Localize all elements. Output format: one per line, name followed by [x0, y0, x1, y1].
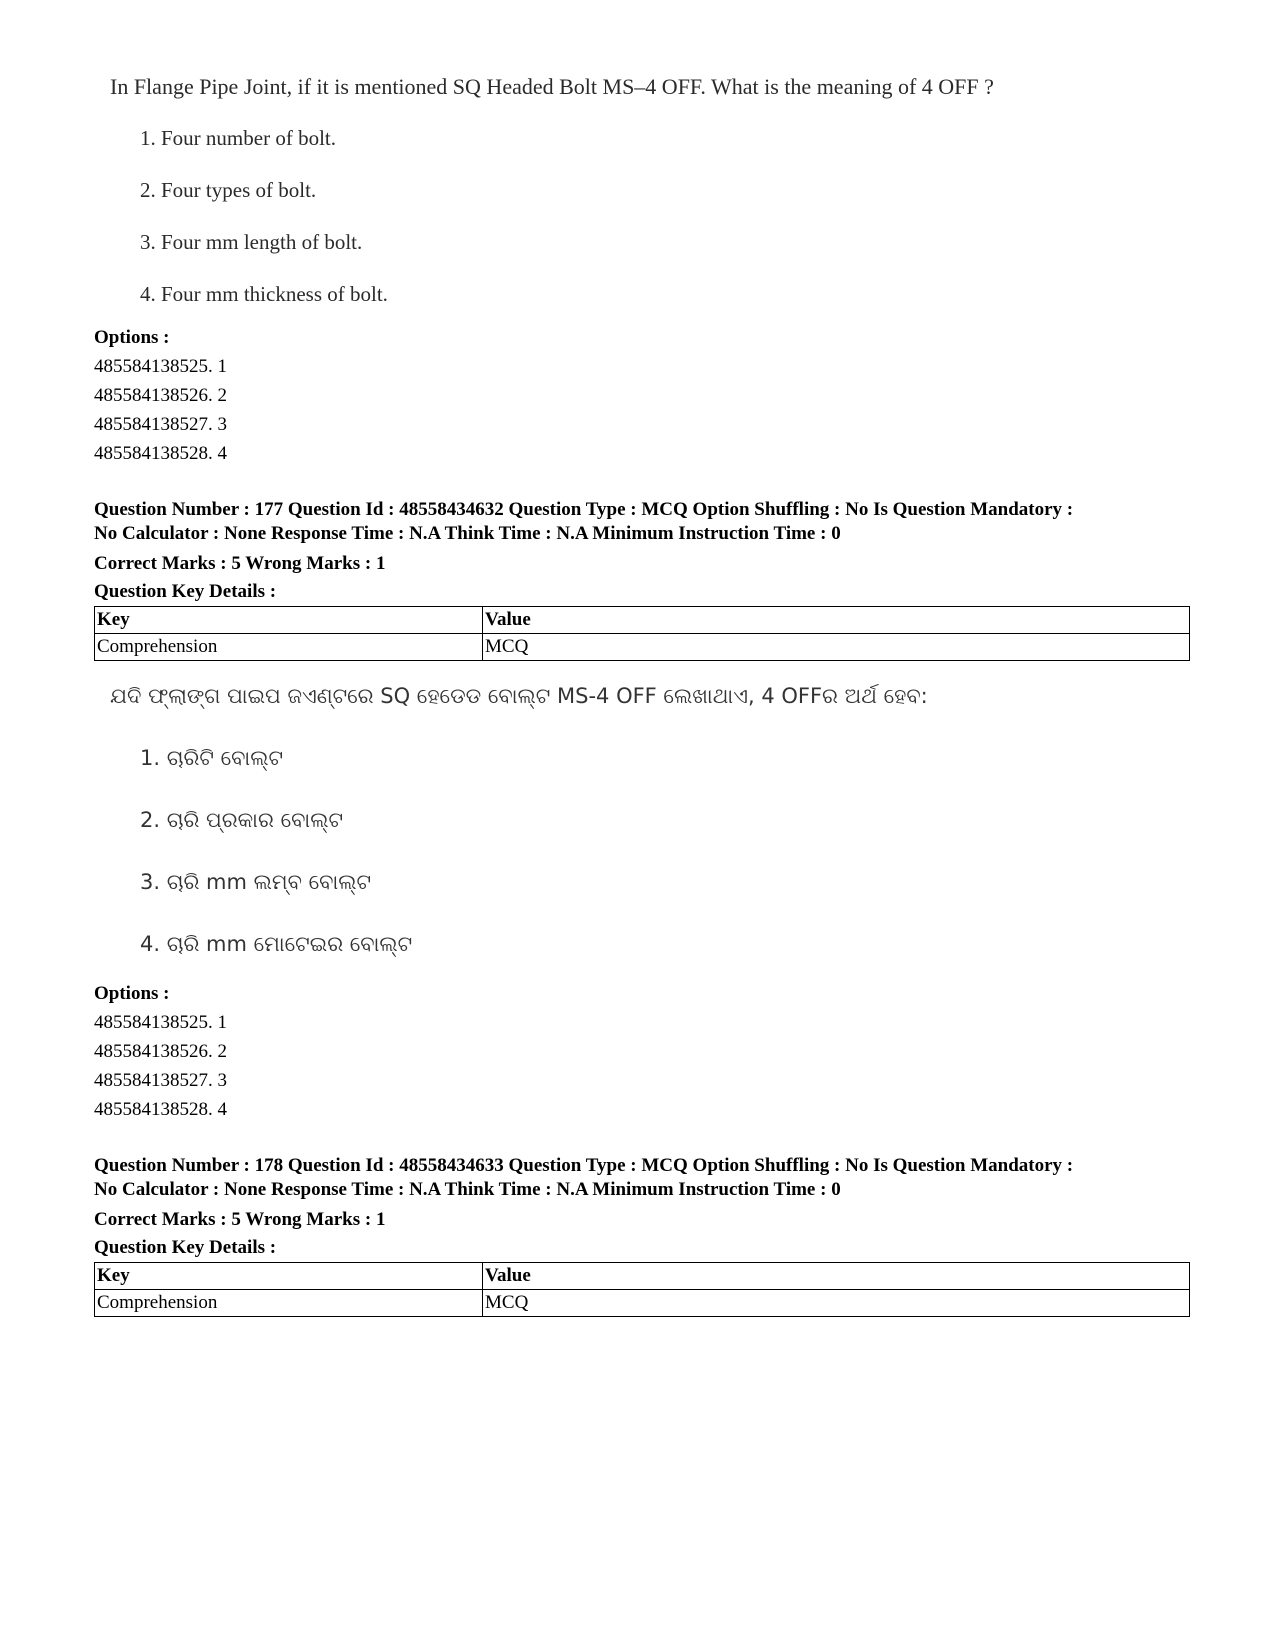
question-meta: [94, 1154, 1204, 1202]
options-label: Options :: [94, 983, 170, 1004]
option-item: 485584138525. 1: [94, 1012, 227, 1033]
key-details-label: Question Key Details :: [94, 1237, 277, 1258]
choice-4: 4. Four mm thickness of bolt.: [140, 282, 388, 306]
meta-line-2: No Calculator : None Response Time : N.A Think Time : N.A Minimum Instruction Time : 0: [94, 523, 841, 544]
table-cell-key: Comprehension: [95, 634, 483, 661]
question-meta: [94, 498, 1204, 546]
table-header-key: Key: [95, 1263, 483, 1290]
table-header-row: [95, 607, 1190, 634]
option-item: 485584138528. 4: [94, 1099, 227, 1120]
meta-line-1: Question Number : 177 Question Id : 48558434632 Question Type : MCQ Option Shuffling : No Is Question Mandatory :: [94, 499, 1074, 520]
options-block: [94, 979, 1194, 1124]
choice-3: 3. Four mm length of bolt.: [140, 230, 363, 254]
table-header-value: Value: [483, 1263, 1190, 1290]
key-details-label: Question Key Details :: [94, 581, 277, 602]
option-item: 485584138526. 2: [94, 1041, 227, 1062]
marks-line: Correct Marks : 5 Wrong Marks : 1: [94, 1209, 386, 1230]
question-stem-odia: ଯଦି ଫ୍ଲାଙ୍ଗ ପାଇପ ଜଏଣ୍ଟରେ SQ ହେଡେଡ ବୋଲ୍ଟ MS-4 OFF ଲେଖାଥାଏ, 4 OFFର ଅର୍ଥ ହେବ:: [110, 684, 928, 708]
choice-3: 3. ଚାରି mm ଲମ୍ବ ବୋଲ୍ଟ: [140, 870, 372, 894]
option-item: 485584138527. 3: [94, 414, 227, 435]
marks-line: Correct Marks : 5 Wrong Marks : 1: [94, 553, 386, 574]
choice-2: 2. ଚାରି ପ୍ରକାର ବୋଲ୍ଟ: [140, 808, 344, 832]
meta-line-2: No Calculator : None Response Time : N.A Think Time : N.A Minimum Instruction Time : 0: [94, 1179, 841, 1200]
meta-line-1: Question Number : 178 Question Id : 48558434633 Question Type : MCQ Option Shuffling : No Is Question Mandatory :: [94, 1155, 1074, 1176]
table-header-value: Value: [483, 607, 1190, 634]
table-header-key: Key: [95, 607, 483, 634]
question-stem-english: In Flange Pipe Joint, if it is mentioned SQ Headed Bolt MS–4 OFF. What is the meaning of 4 OFF ?: [110, 74, 994, 99]
choice-1: 1. Four number of bolt.: [140, 126, 336, 150]
table-cell-key: Comprehension: [95, 1290, 483, 1317]
option-item: 485584138525. 1: [94, 356, 227, 377]
table-header-row: [95, 1263, 1190, 1290]
table-cell-value: MCQ: [483, 1290, 1190, 1317]
option-item: 485584138528. 4: [94, 443, 227, 464]
question-key-table: [94, 1262, 1190, 1317]
option-item: 485584138526. 2: [94, 385, 227, 406]
options-block: [94, 323, 1194, 468]
choice-2: 2. Four types of bolt.: [140, 178, 317, 202]
choice-1: 1. ଚାରିଟି ବୋଲ୍ଟ: [140, 746, 284, 770]
table-row: [95, 634, 1190, 661]
table-cell-value: MCQ: [483, 634, 1190, 661]
options-label: Options :: [94, 327, 170, 348]
choice-4: 4. ଚାରି mm ମୋଟେଇର ବୋଲ୍ଟ: [140, 932, 413, 956]
option-item: 485584138527. 3: [94, 1070, 227, 1091]
table-row: [95, 1290, 1190, 1317]
question-key-table: [94, 606, 1190, 661]
